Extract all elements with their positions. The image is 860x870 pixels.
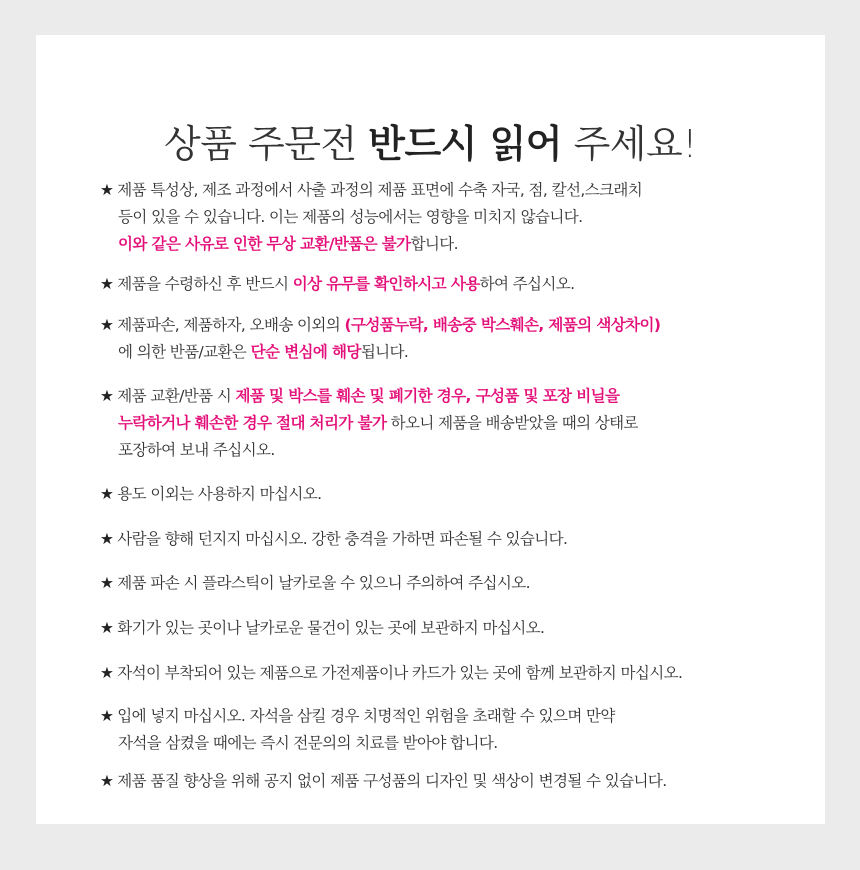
notice-2-text-a: 제품을 수령하신 후 반드시 xyxy=(117,275,293,293)
star-icon: ★ xyxy=(100,387,114,405)
title-part1: 상품 주문전 xyxy=(164,122,369,166)
notice-3-highlight-2: 단순 변심에 해당 xyxy=(250,343,361,361)
notice-item-5 xyxy=(100,481,800,508)
notice-3-highlight: (구성품누락, 배송중 박스훼손, 제품의 색상차이) xyxy=(344,316,661,334)
notice-8-text: 화기가 있는 곳이나 날카로운 물건이 있는 곳에 보관하지 마십시오. xyxy=(117,619,545,637)
notice-10-line-2: 자석을 삼켰을 때에는 즉시 전문의의 치료를 받아야 합니다. xyxy=(118,734,498,752)
notice-4-highlight-1: 제품 및 박스를 훼손 및 폐기한 경우, 구성품 및 포장 비닐을 xyxy=(235,387,620,405)
star-icon: ★ xyxy=(100,181,114,199)
star-icon: ★ xyxy=(100,275,114,293)
notice-item-1 xyxy=(100,177,800,258)
title-part2: 주세요! xyxy=(562,122,697,166)
title-bold: 반드시 읽어 xyxy=(368,122,563,166)
star-icon: ★ xyxy=(100,664,114,682)
page-title xyxy=(36,113,825,168)
notice-card xyxy=(36,35,825,824)
notice-item-10 xyxy=(100,703,800,757)
notice-4-highlight-2: 누락하거나 훼손한 경우 절대 처리가 불가 xyxy=(118,414,387,432)
notice-2-text-b: 하여 주십시오. xyxy=(479,275,575,293)
notice-item-4 xyxy=(100,383,800,464)
notice-1-line-3: 합니다. xyxy=(410,235,459,253)
notice-7-text: 제품 파손 시 플라스틱이 날카로울 수 있으니 주의하여 주십시오. xyxy=(117,574,530,592)
notice-4-line-3: 포장하여 보내 주십시오. xyxy=(118,441,275,459)
notice-item-11 xyxy=(100,768,800,795)
notice-6-text: 사람을 향해 던지지 마십시오. 강한 충격을 가하면 파손될 수 있습니다. xyxy=(117,530,568,548)
star-icon: ★ xyxy=(100,619,114,637)
notice-item-9 xyxy=(100,660,800,687)
notice-1-highlight: 이와 같은 사유로 인한 무상 교환/반품은 불가 xyxy=(118,235,411,253)
star-icon: ★ xyxy=(100,485,114,503)
notice-5-text: 용도 이외는 사용하지 마십시오. xyxy=(117,485,322,503)
star-icon: ★ xyxy=(100,707,114,725)
notice-item-3 xyxy=(100,312,800,366)
notice-1-line-2: 등이 있을 수 있습니다. 이는 제품의 성능에서는 영향을 미치지 않습니다. xyxy=(118,208,583,226)
notice-1-line-1: 제품 특성상, 제조 과정에서 사출 과정의 제품 표면에 수축 자국, 점, 칼선,스크래치 xyxy=(117,181,643,199)
notice-11-text: 제품 품질 향상을 위해 공지 없이 제품 구성품의 디자인 및 색상이 변경될 수 있습니다. xyxy=(117,772,667,790)
star-icon: ★ xyxy=(100,772,114,790)
star-icon: ★ xyxy=(100,530,114,548)
star-icon: ★ xyxy=(100,574,114,592)
notice-item-2 xyxy=(100,271,800,298)
notice-item-7 xyxy=(100,570,800,597)
notice-10-line-1: 입에 넣지 마십시오. 자석을 삼킬 경우 치명적인 위험을 초래할 수 있으며 만약 xyxy=(117,707,615,725)
notice-3-text-a: 제품파손, 제품하자, 오배송 이외의 xyxy=(117,316,345,334)
notice-3-line-2b: 됩니다. xyxy=(360,343,409,361)
star-icon: ★ xyxy=(100,316,114,334)
notice-2-highlight: 이상 유무를 확인하시고 사용 xyxy=(292,275,480,293)
notice-4-text-a: 제품 교환/반품 시 xyxy=(117,387,236,405)
notice-3-line-2a: 에 의한 반품/교환은 xyxy=(118,343,251,361)
notice-9-text: 자석이 부착되어 있는 제품으로 가전제품이나 카드가 있는 곳에 함께 보관하지 마십시오. xyxy=(117,664,683,682)
notice-item-6 xyxy=(100,526,800,553)
notice-item-8 xyxy=(100,615,800,642)
notice-4-text-b: 하오니 제품을 배송받았을 때의 상태로 xyxy=(386,414,638,432)
